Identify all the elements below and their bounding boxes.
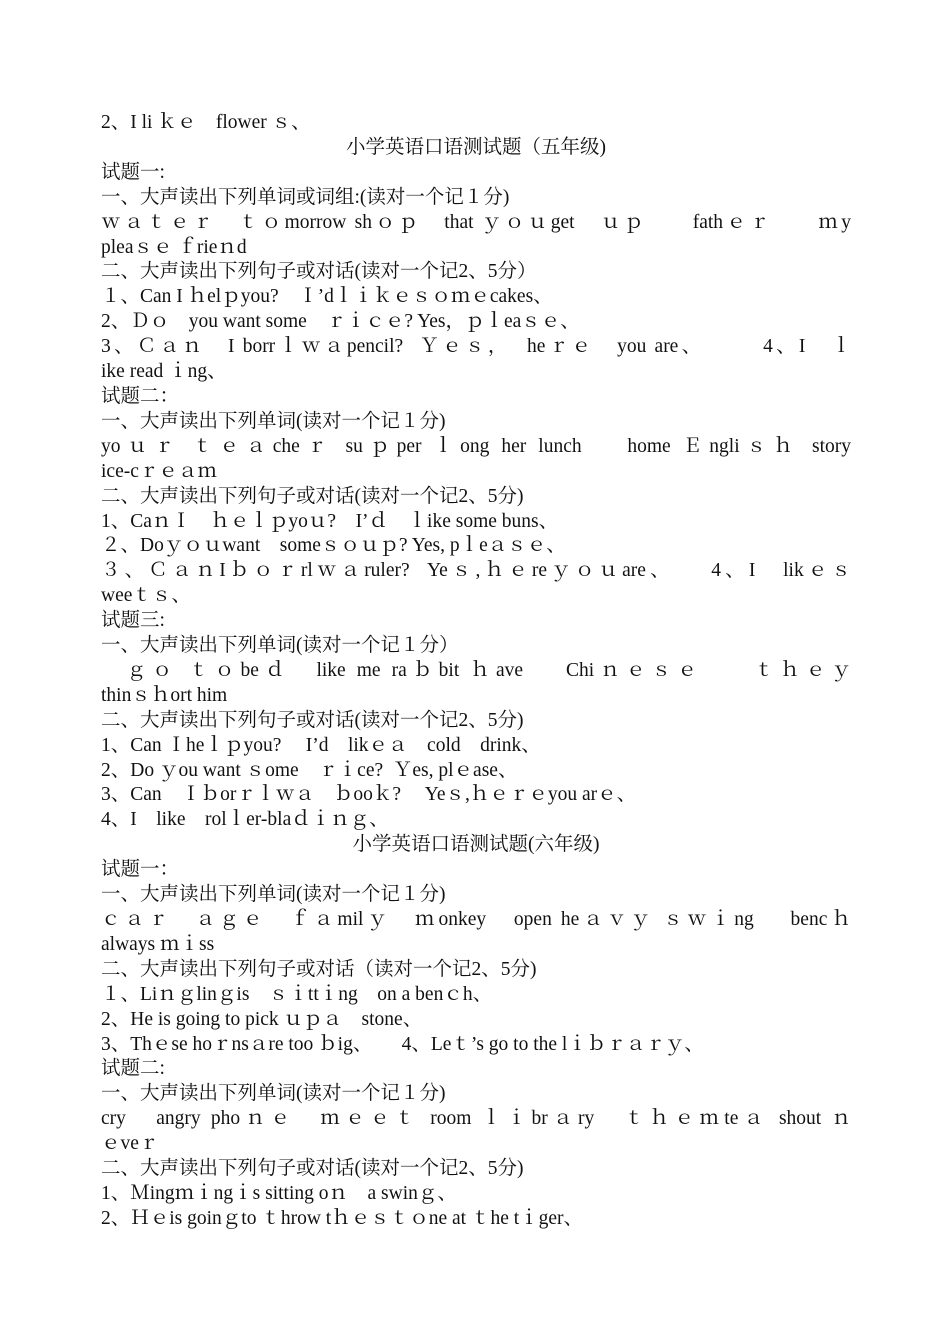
word-list-line: always ｍｉss bbox=[101, 933, 215, 955]
sentence-line: 3、Ｃａｎ I borrｌｗａpencil? Ｙｅｓ， heｒｅ you are、 4、I ｌ bbox=[101, 336, 851, 358]
sentence-line: 2、He is going to pick ｕｐａ stone、 bbox=[101, 1008, 423, 1030]
section-title-grade5: 小学英语口语测试题（五年级) bbox=[346, 136, 606, 158]
instruction-line: 二、大声读出下列句子或对话(读对一个记2、5分) bbox=[101, 485, 524, 507]
sentence-line: ike read ｉng、 bbox=[101, 361, 227, 383]
test-heading: 试题二: bbox=[101, 1058, 165, 1080]
word-list-line: cry angry phoｎｅ ｍｅｅｔ room ｌｉbrａry ｔｈｅｍteａ shout ｎ bbox=[101, 1108, 851, 1130]
word-list-line: ice-cｒｅａｍ bbox=[101, 460, 217, 482]
sentence-line: 3、Can Ｉｂorｒｌｗａ ｂooｋ? Yeｓ,ｈｅｒｅyou arｅ、 bbox=[101, 784, 637, 806]
sentence-line: 2、Ｈｅis goinｇto ｔhrow tｈｅｓｔｏne at ｔhe tｉger、 bbox=[101, 1207, 584, 1229]
sentence-line: １、Can I ｈelｐyou? Ｉ’dｌｉｋｅｓｏｍｅcakes、 bbox=[101, 286, 553, 308]
test-heading: 试题一: bbox=[101, 161, 165, 183]
document-page bbox=[101, 111, 851, 1232]
instruction-line: 二、大声读出下列句子或对话（读对一个记2、5分) bbox=[101, 958, 537, 980]
section-title-grade6: 小学英语口语测试题(六年级) bbox=[352, 834, 600, 856]
sentence-line: １、Liｎｇlinｇis ｓｉttｉng on a benｃh、 bbox=[101, 983, 493, 1005]
word-list-line: yoｕｒ ｔｅａcheｒ suｐper ｌong her lunch home Ｅngliｓｈ story bbox=[101, 435, 851, 457]
sentence-line: ３、ＣａｎIｂｏｒrlｗａruler? Yeｓ,ｈｅreｙｏｕare、 4、I likｅｓ bbox=[101, 560, 851, 582]
sentence-line: 3、Thｅse hoｒnsａre too ｂig、 4、Leｔ’s go to the lｉｂｒａｒｙ、 bbox=[101, 1033, 704, 1055]
word-list-line: thinｓｈort him bbox=[101, 684, 228, 706]
word-list-line: ｅveｒ bbox=[101, 1133, 159, 1155]
sentence-line: 1、Can Ｉheｌｐyou? I’d likｅａ cold drink、 bbox=[101, 734, 541, 756]
sentence-line: weeｔｓ、 bbox=[101, 585, 191, 607]
instruction-line: 一、大声读出下列单词(读对一个记１分) bbox=[101, 884, 446, 906]
instruction-line: 一、大声读出下列单词(读对一个记１分) bbox=[101, 1083, 446, 1105]
instruction-line: 一、大声读出下列单词(读对一个记１分） bbox=[101, 635, 459, 657]
word-list-line: ｇｏ ｔｏbeｄ like me raｂbit ｈave Chiｎｅｓｅ ｔｈｅｙ bbox=[101, 659, 851, 681]
instruction-line: 二、大声读出下列句子或对话(读对一个记2、5分） bbox=[101, 261, 537, 283]
word-list-line: pleaｓｅ ｆrieｎd bbox=[101, 236, 247, 258]
test-heading: 试题三: bbox=[101, 610, 165, 632]
instruction-line: 一、大声读出下列单词(读对一个记１分) bbox=[101, 410, 446, 432]
test-heading: 试题二： bbox=[101, 385, 180, 407]
sentence-line: ２、Doｙｏｕwant someｓｏｕｐ? Yes, pｌeａｓｅ、 bbox=[101, 535, 566, 557]
sentence-line: 1、CaｎＩ ｈｅｌｐyoｕ? I’ｄ ｌike some buns、 bbox=[101, 510, 559, 532]
sentence-line: 4、I like rolｌer-blaｄｉｎｇ、 bbox=[101, 809, 389, 831]
instruction-line: 二、大声读出下列句子或对话(读对一个记2、5分) bbox=[101, 709, 524, 731]
instruction-line: 二、大声读出下列句子或对话(读对一个记2、5分) bbox=[101, 1158, 524, 1180]
instruction-line: 一、大声读出下列单词或词组:(读对一个记１分) bbox=[101, 186, 510, 208]
sentence-line: 2、I li ｋｅ flower ｓ、 bbox=[101, 112, 311, 133]
test-heading: 试题一： bbox=[101, 859, 180, 881]
word-list-line: ｃａｒ ａｇｅ ｆａmilｙ ｍonkey open heａｖｙ ｓｗｉng bencｈ bbox=[101, 909, 851, 930]
sentence-line: 1、Ｍingｍｉngｉs sitting oｎ a swinｇ、 bbox=[101, 1182, 457, 1204]
sentence-line: 2、Ｄｏ you want some ｒｉｃｅ? Yes，ｐｌeaｓｅ、 bbox=[101, 311, 580, 333]
word-list-line: ｗａｔｅｒ ｔｏmorrow shｏｐ that ｙｏｕget ｕｐ fathｅｒ ｍy bbox=[101, 211, 851, 233]
sentence-line: 2、Do ｙou want ｓome ｒｉce? Ｙes, plｅase、 bbox=[101, 759, 518, 781]
